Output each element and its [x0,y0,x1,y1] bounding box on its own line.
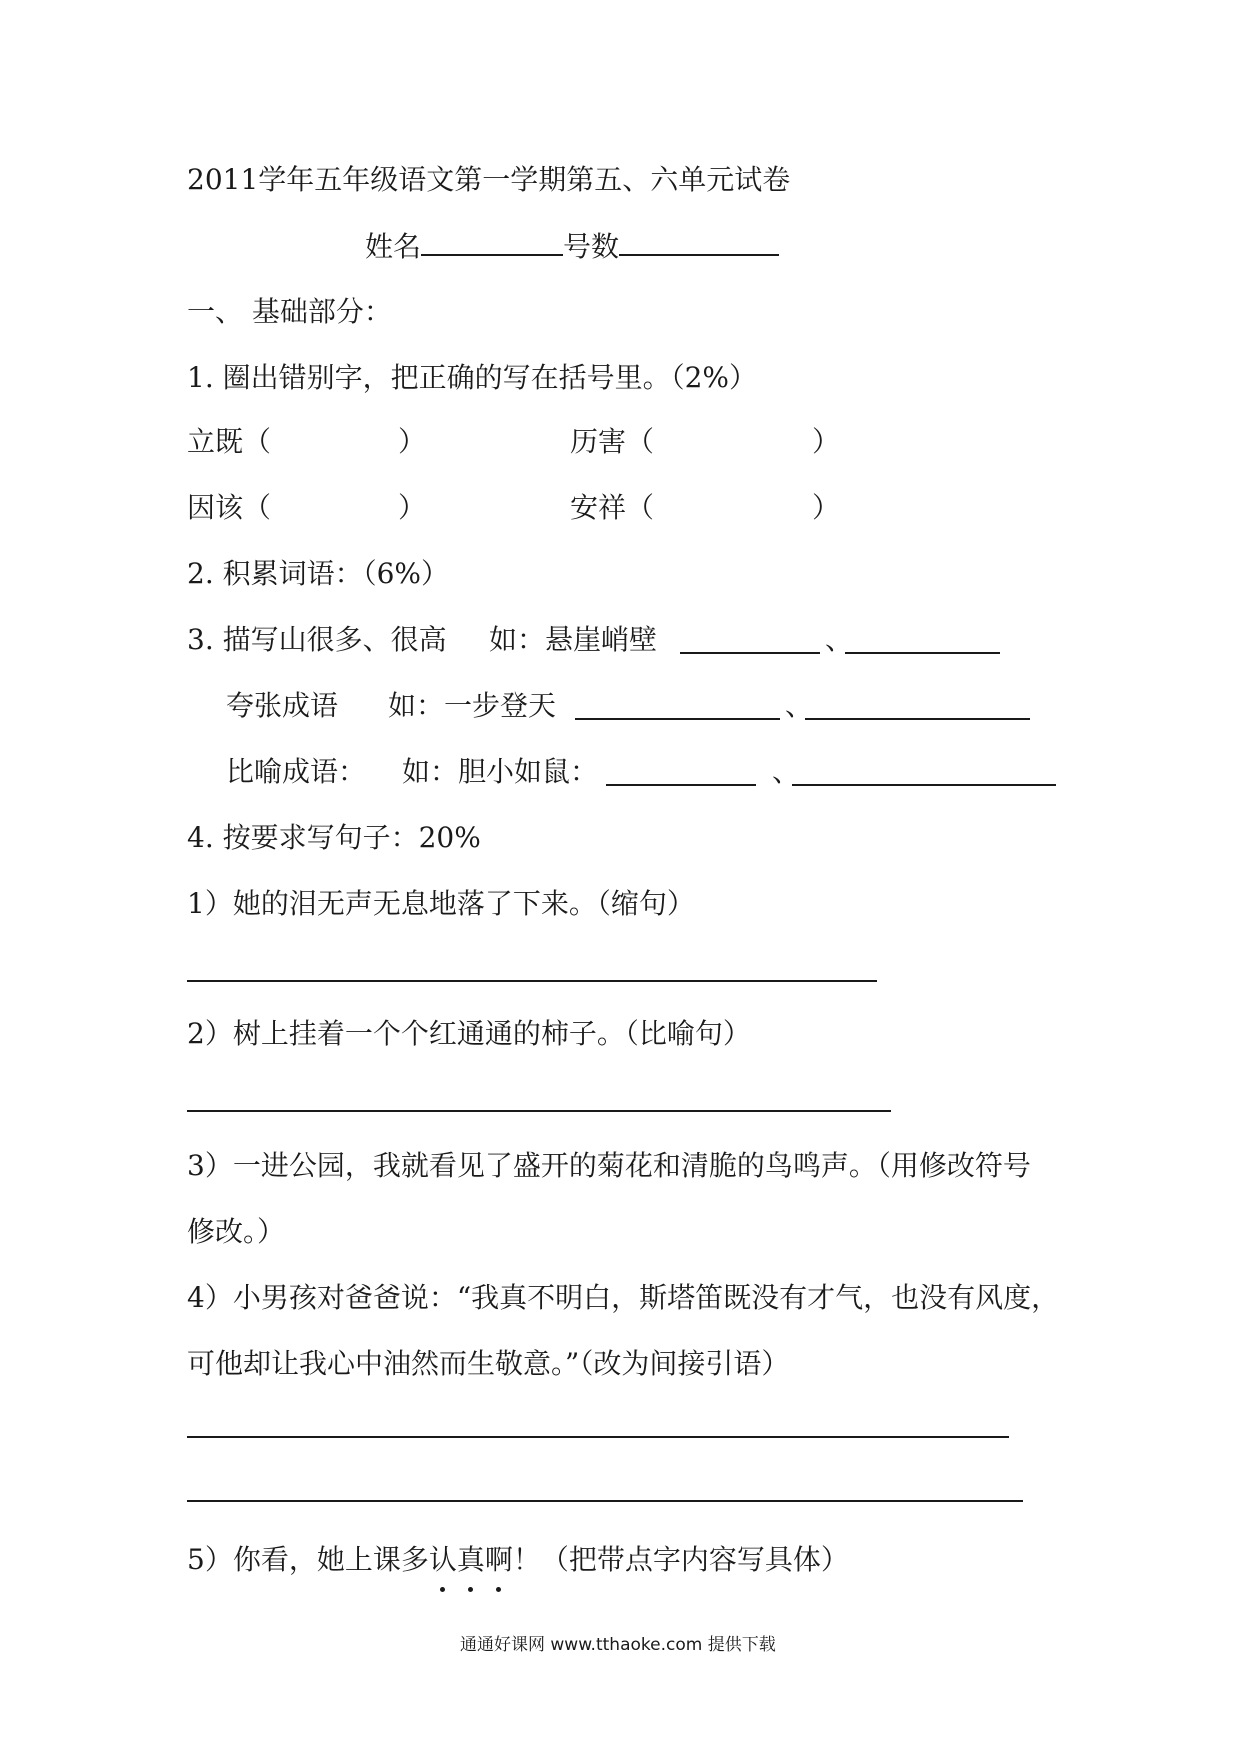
q3-line-3-blank-b[interactable] [792,784,1056,786]
footer-source: 通通好课网 www.tthaoke.com 提供下载 [460,1635,776,1655]
q4-sentence-2: 2）树上挂着一个个红通通的柿子。（比喻句） [187,1017,751,1050]
q3-line-3-blank-a[interactable] [606,784,756,786]
section-1-heading: 一、 基础部分： [187,295,392,328]
q3-line-3-sep: 、 [772,755,801,788]
q3-line-1-sep: 、 [825,623,854,656]
q3-line-2-blank-a[interactable] [575,718,780,720]
q4-sentence-3-line-1: 3）一进公园，我就看见了盛开的菊花和清脆的鸟鸣声。（用修改符号 [187,1149,1031,1182]
q3-line-1-label: 3. 描写山很多、很高 [187,623,447,656]
q4-sentence-5-pre: 5）你看，她上课多 [187,1543,429,1576]
q4-sentence-5-dotted-char-3: 啊 [484,1543,513,1576]
question-2: 2. 积累词语：（6%） [187,557,450,590]
name-blank[interactable] [421,228,563,256]
q4-sentence-5-post: ！（把带点字内容写具体） [512,1543,849,1576]
number-blank[interactable] [619,228,779,256]
q1-item-3-word: 因该（ [187,491,272,524]
q3-line-3-example: 如：胆小如鼠： [402,755,599,788]
q4-sentence-5-dotted-char-2: 真 [456,1543,485,1576]
q3-line-3-label: 比喻成语： [226,755,367,788]
q3-line-1-example: 如：悬崖峭壁 [489,623,658,656]
q4-sentence-1: 1）她的泪无声无息地落了下来。（缩句） [187,887,695,920]
q1-item-4-word: 安祥（ [570,491,655,524]
q4-sentence-4-line-1: 4）小男孩对爸爸说：“我真不明白，斯塔笛既没有才气，也没有风度， [187,1281,1060,1314]
q1-item-1-word: 立既（ [187,425,272,458]
q4-sentence-3-line-2: 修改。） [187,1215,286,1248]
q1-item-2-close: ） [812,425,841,458]
q3-line-1-blank-a[interactable] [680,652,820,654]
q3-line-2-example: 如：一步登天 [388,689,557,722]
q3-line-1-blank-b[interactable] [845,652,1000,654]
q3-line-2-label: 夸张成语 [226,689,339,722]
q1-item-1-close: ） [398,425,427,458]
q4-sentence-4-answer-2[interactable] [187,1500,1023,1502]
q4-sentence-2-answer[interactable] [187,1110,891,1112]
name-label: 姓名 [365,230,422,263]
exam-title: 2011学年五年级语文第一学期第五、六单元试卷 [187,163,791,196]
q4-sentence-5 [187,1542,849,1578]
q4-sentence-1-answer[interactable] [187,980,877,982]
q3-line-2-blank-b[interactable] [805,718,1030,720]
number-label: 号数 [563,230,620,263]
q3-line-2-sep: 、 [785,689,814,722]
q1-item-3-close: ） [398,491,427,524]
q1-item-2-word: 历害（ [570,425,655,458]
name-number-line [365,228,779,265]
q4-sentence-4-answer-1[interactable] [187,1436,1009,1438]
question-4: 4. 按要求写句子：20% [187,821,481,854]
question-1: 1. 圈出错别字，把正确的写在括号里。（2%） [187,361,758,394]
q4-sentence-4-line-2: 可他却让我心中油然而生敬意。”（改为间接引语） [187,1347,790,1380]
q4-sentence-5-dotted-char-1: 认 [428,1543,457,1576]
q1-item-4-close: ） [812,491,841,524]
